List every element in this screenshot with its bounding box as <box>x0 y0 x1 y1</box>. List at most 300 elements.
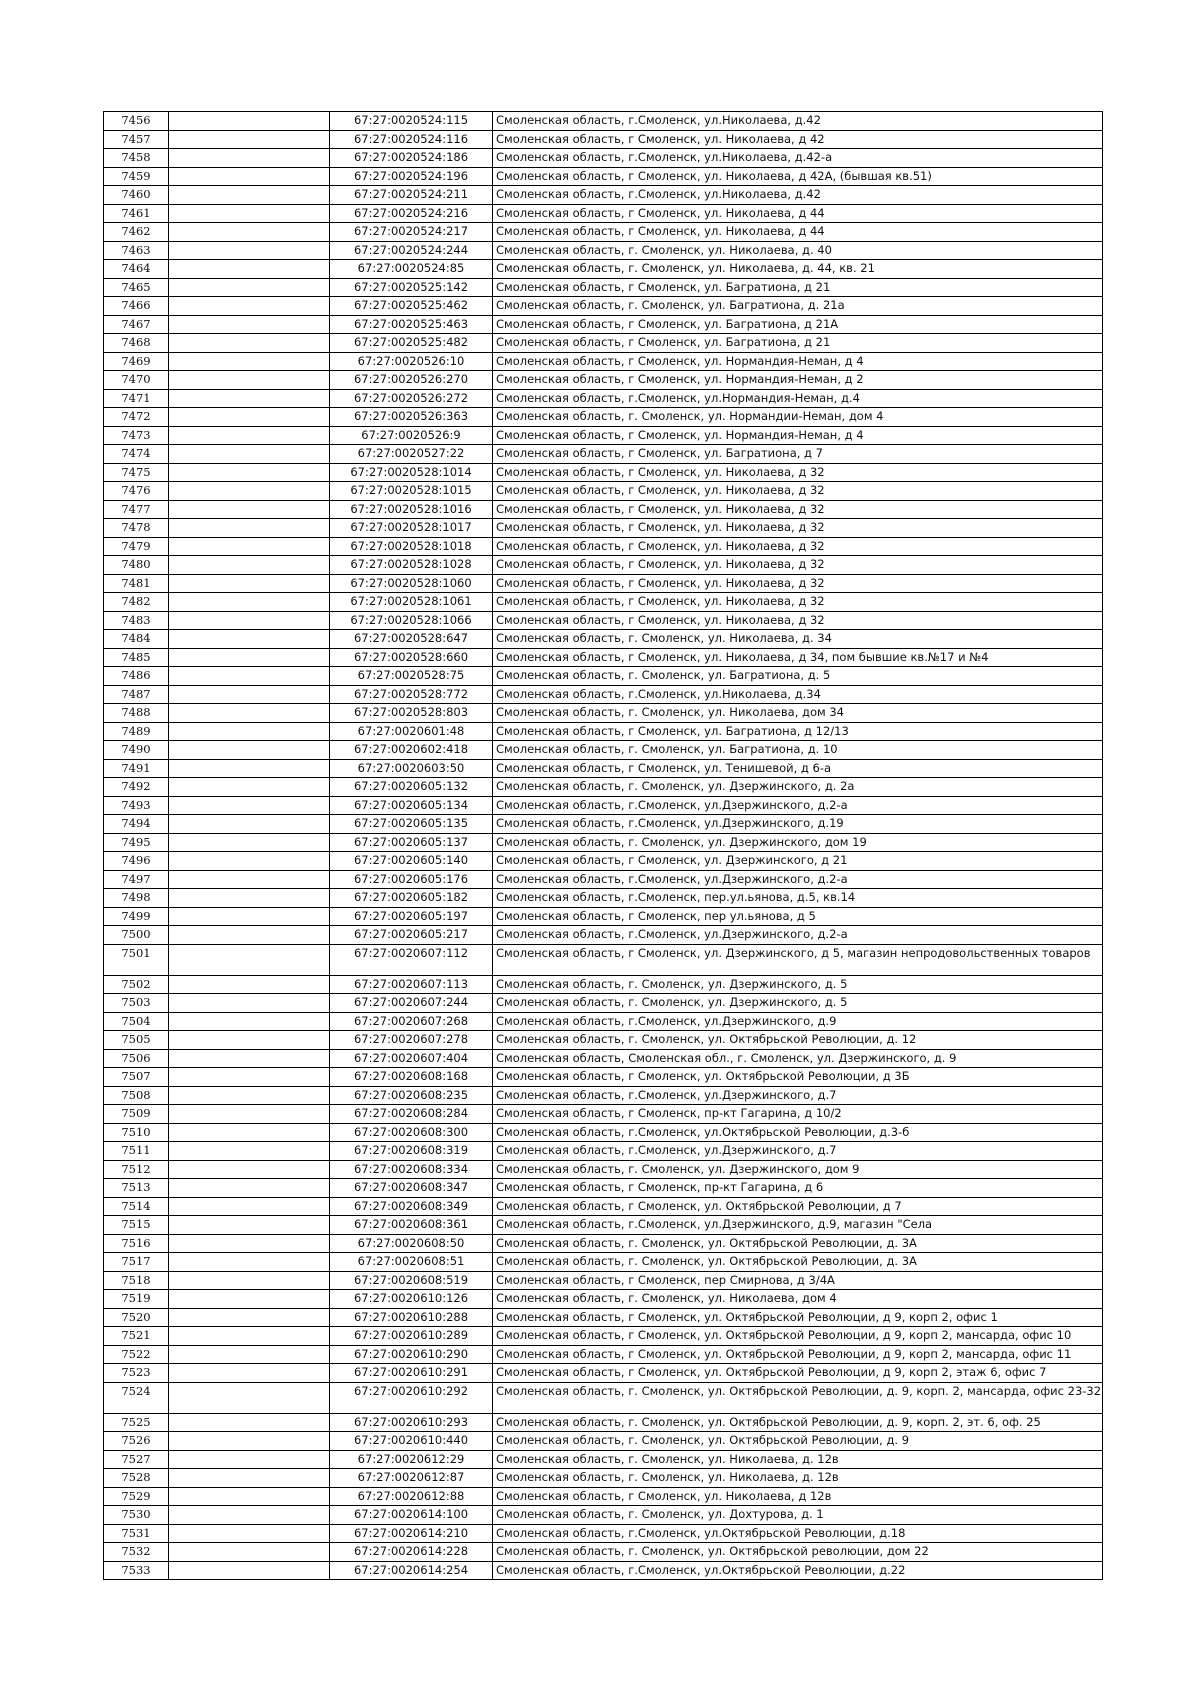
row-number-cell: 7493 <box>104 796 169 815</box>
cadastral-number-cell: 67:27:0020607:244 <box>330 994 493 1013</box>
table-row <box>104 1068 1103 1087</box>
address-cell: Смоленская область, г. Смоленск, ул. Октябрьской революции, дом 22 <box>493 1543 1103 1562</box>
row-number-cell: 7480 <box>104 556 169 575</box>
address-cell: Смоленская область, г.Смоленск, ул.Дзержинского, д.7 <box>493 1142 1103 1161</box>
table-row <box>104 278 1103 297</box>
row-number-cell: 7532 <box>104 1543 169 1562</box>
address-cell: Смоленская область, г Смоленск, ул. Багратиона, д 21А <box>493 315 1103 334</box>
table-row <box>104 1413 1103 1432</box>
table-row <box>104 778 1103 797</box>
address-cell: Смоленская область, г Смоленск, ул. Николаева, д 44 <box>493 204 1103 223</box>
row-number-cell: 7476 <box>104 482 169 501</box>
table-row <box>104 556 1103 575</box>
address-cell: Смоленская область, г. Смоленск, ул. Николаева, д. 12в <box>493 1469 1103 1488</box>
empty-cell <box>169 241 330 260</box>
row-number-cell: 7475 <box>104 463 169 482</box>
address-cell: Смоленская область, г Смоленск, ул. Николаева, д 32 <box>493 556 1103 575</box>
table-row <box>104 445 1103 464</box>
address-cell: Смоленская область, Смоленская обл., г. Смоленск, ул. Дзержинского, д. 9 <box>493 1049 1103 1068</box>
row-number-cell: 7499 <box>104 907 169 926</box>
cadastral-number-cell: 67:27:0020605:182 <box>330 889 493 908</box>
empty-cell <box>169 537 330 556</box>
address-cell: Смоленская область, г Смоленск, ул. Николаева, д 42 <box>493 130 1103 149</box>
cadastral-number-cell: 67:27:0020527:22 <box>330 445 493 464</box>
row-number-cell: 7479 <box>104 537 169 556</box>
address-cell: Смоленская область, г Смоленск, ул. Октябрьской Революции, д 9, корп 2, мансарда, офис 11 <box>493 1345 1103 1364</box>
cadastral-number-cell: 67:27:0020608:300 <box>330 1123 493 1142</box>
address-cell: Смоленская область, г Смоленск, ул. Октябрьской Революции, д 9, корп 2, офис 1 <box>493 1308 1103 1327</box>
empty-cell <box>169 593 330 612</box>
cadastral-number-cell: 67:27:0020528:1017 <box>330 519 493 538</box>
address-cell: Смоленская область, г.Смоленск, ул.Октябрьской Революции, д.3-б <box>493 1123 1103 1142</box>
address-cell: Смоленская область, г. Смоленск, ул. Николаева, дом 34 <box>493 704 1103 723</box>
empty-cell <box>169 870 330 889</box>
address-cell: Смоленская область, г.Смоленск, ул.Николаева, д.42 <box>493 186 1103 205</box>
cadastral-number-cell: 67:27:0020528:647 <box>330 630 493 649</box>
cadastral-number-cell: 67:27:0020524:217 <box>330 223 493 242</box>
table-row <box>104 1271 1103 1290</box>
cadastral-number-cell: 67:27:0020526:9 <box>330 426 493 445</box>
empty-cell <box>169 815 330 834</box>
address-cell: Смоленская область, г. Смоленск, ул. Октябрьской Революции, д. 3А <box>493 1234 1103 1253</box>
row-number-cell: 7530 <box>104 1506 169 1525</box>
empty-cell <box>169 1487 330 1506</box>
cadastral-number-cell: 67:27:0020524:216 <box>330 204 493 223</box>
cadastral-number-cell: 67:27:0020528:1014 <box>330 463 493 482</box>
address-cell: Смоленская область, г. Смоленск, ул. Октябрьской Революции, д. 12 <box>493 1031 1103 1050</box>
address-cell: Смоленская область, г. Смоленск, ул. Багратиона, д. 21а <box>493 297 1103 316</box>
registry-table-body <box>104 112 1103 1580</box>
row-number-cell: 7524 <box>104 1382 169 1413</box>
cadastral-number-cell: 67:27:0020610:292 <box>330 1382 493 1413</box>
registry-table <box>103 111 1103 1580</box>
empty-cell <box>169 1234 330 1253</box>
cadastral-number-cell: 67:27:0020528:1060 <box>330 574 493 593</box>
empty-cell <box>169 445 330 464</box>
row-number-cell: 7469 <box>104 352 169 371</box>
empty-cell <box>169 833 330 852</box>
cadastral-number-cell: 67:27:0020608:319 <box>330 1142 493 1161</box>
row-number-cell: 7527 <box>104 1450 169 1469</box>
row-number-cell: 7472 <box>104 408 169 427</box>
empty-cell <box>169 975 330 994</box>
cadastral-number-cell: 67:27:0020528:1016 <box>330 500 493 519</box>
cadastral-number-cell: 67:27:0020610:293 <box>330 1413 493 1432</box>
row-number-cell: 7494 <box>104 815 169 834</box>
table-row <box>104 426 1103 445</box>
cadastral-number-cell: 67:27:0020610:288 <box>330 1308 493 1327</box>
empty-cell <box>169 1142 330 1161</box>
empty-cell <box>169 944 330 975</box>
empty-cell <box>169 778 330 797</box>
table-row <box>104 1086 1103 1105</box>
empty-cell <box>169 1160 330 1179</box>
row-number-cell: 7467 <box>104 315 169 334</box>
empty-cell <box>169 1086 330 1105</box>
empty-cell <box>169 167 330 186</box>
address-cell: Смоленская область, г Смоленск, ул. Нормандия-Неман, д 4 <box>493 352 1103 371</box>
cadastral-number-cell: 67:27:0020528:1028 <box>330 556 493 575</box>
cadastral-number-cell: 67:27:0020607:113 <box>330 975 493 994</box>
row-number-cell: 7477 <box>104 500 169 519</box>
table-row <box>104 611 1103 630</box>
row-number-cell: 7491 <box>104 759 169 778</box>
table-row <box>104 1432 1103 1451</box>
empty-cell <box>169 482 330 501</box>
cadastral-number-cell: 67:27:0020605:134 <box>330 796 493 815</box>
cadastral-number-cell: 67:27:0020605:176 <box>330 870 493 889</box>
empty-cell <box>169 297 330 316</box>
table-row <box>104 1105 1103 1124</box>
address-cell: Смоленская область, г. Смоленск, ул. Багратиона, д. 5 <box>493 667 1103 686</box>
row-number-cell: 7465 <box>104 278 169 297</box>
address-cell: Смоленская область, г Смоленск, ул. Тенишевой, д 6-а <box>493 759 1103 778</box>
row-number-cell: 7514 <box>104 1197 169 1216</box>
cadastral-number-cell: 67:27:0020608:347 <box>330 1179 493 1198</box>
address-cell: Смоленская область, г Смоленск, ул. Николаева, д 32 <box>493 611 1103 630</box>
cadastral-number-cell: 67:27:0020614:100 <box>330 1506 493 1525</box>
row-number-cell: 7459 <box>104 167 169 186</box>
address-cell: Смоленская область, г. Смоленск, ул. Октябрьской Революции, д. 3А <box>493 1253 1103 1272</box>
empty-cell <box>169 463 330 482</box>
address-cell: Смоленская область, г. Смоленск, ул. Нормандии-Неман, дом 4 <box>493 408 1103 427</box>
cadastral-number-cell: 67:27:0020612:88 <box>330 1487 493 1506</box>
address-cell: Смоленская область, г.Смоленск, ул.Дзержинского, д.9, магазин "Села <box>493 1216 1103 1235</box>
row-number-cell: 7495 <box>104 833 169 852</box>
address-cell: Смоленская область, г Смоленск, пр-кт Гагарина, д 6 <box>493 1179 1103 1198</box>
row-number-cell: 7500 <box>104 926 169 945</box>
table-row <box>104 167 1103 186</box>
cadastral-number-cell: 67:27:0020525:142 <box>330 278 493 297</box>
empty-cell <box>169 223 330 242</box>
row-number-cell: 7512 <box>104 1160 169 1179</box>
row-number-cell: 7456 <box>104 112 169 131</box>
empty-cell <box>169 1271 330 1290</box>
cadastral-number-cell: 67:27:0020614:228 <box>330 1543 493 1562</box>
empty-cell <box>169 426 330 445</box>
row-number-cell: 7517 <box>104 1253 169 1272</box>
row-number-cell: 7496 <box>104 852 169 871</box>
table-row <box>104 574 1103 593</box>
table-row <box>104 889 1103 908</box>
cadastral-number-cell: 67:27:0020608:50 <box>330 1234 493 1253</box>
cadastral-number-cell: 67:27:0020524:186 <box>330 149 493 168</box>
row-number-cell: 7521 <box>104 1327 169 1346</box>
table-row <box>104 408 1103 427</box>
empty-cell <box>169 1290 330 1309</box>
empty-cell <box>169 889 330 908</box>
row-number-cell: 7489 <box>104 722 169 741</box>
address-cell: Смоленская область, г.Смоленск, ул.Нормандия-Неман, д.4 <box>493 389 1103 408</box>
cadastral-number-cell: 67:27:0020602:418 <box>330 741 493 760</box>
cadastral-number-cell: 67:27:0020608:519 <box>330 1271 493 1290</box>
table-row <box>104 389 1103 408</box>
address-cell: Смоленская область, г Смоленск, ул. Багратиона, д 21 <box>493 334 1103 353</box>
cadastral-number-cell: 67:27:0020607:404 <box>330 1049 493 1068</box>
table-row <box>104 1561 1103 1580</box>
table-row <box>104 907 1103 926</box>
cadastral-number-cell: 67:27:0020605:140 <box>330 852 493 871</box>
table-row <box>104 1253 1103 1272</box>
cadastral-number-cell: 67:27:0020524:244 <box>330 241 493 260</box>
empty-cell <box>169 500 330 519</box>
address-cell: Смоленская область, г. Смоленск, ул. Октябрьской Революции, д. 9, корп. 2, мансарда, офис 23-32 <box>493 1382 1103 1413</box>
address-cell: Смоленская область, г. Смоленск, ул. Октябрьской Революции, д. 9, корп. 2, эт. 6, оф. 25 <box>493 1413 1103 1432</box>
row-number-cell: 7492 <box>104 778 169 797</box>
cadastral-number-cell: 67:27:0020528:660 <box>330 648 493 667</box>
empty-cell <box>169 704 330 723</box>
address-cell: Смоленская область, г Смоленск, ул. Октябрьской Революции, д 7 <box>493 1197 1103 1216</box>
empty-cell <box>169 994 330 1013</box>
empty-cell <box>169 1308 330 1327</box>
table-row <box>104 630 1103 649</box>
empty-cell <box>169 1345 330 1364</box>
cadastral-number-cell: 67:27:0020605:135 <box>330 815 493 834</box>
cadastral-number-cell: 67:27:0020612:29 <box>330 1450 493 1469</box>
cadastral-number-cell: 67:27:0020603:50 <box>330 759 493 778</box>
address-cell: Смоленская область, г. Смоленск, ул. Николаева, д. 44, кв. 21 <box>493 260 1103 279</box>
address-cell: Смоленская область, г.Смоленск, ул.Дзержинского, д.2-а <box>493 870 1103 889</box>
address-cell: Смоленская область, г. Смоленск, ул. Николаева, д. 12в <box>493 1450 1103 1469</box>
table-row <box>104 1012 1103 1031</box>
row-number-cell: 7518 <box>104 1271 169 1290</box>
table-row <box>104 1524 1103 1543</box>
address-cell: Смоленская область, г Смоленск, ул. Николаева, д 34, пом бывшие кв.№17 и №4 <box>493 648 1103 667</box>
cadastral-number-cell: 67:27:0020610:290 <box>330 1345 493 1364</box>
address-cell: Смоленская область, г.Смоленск, пер.ул.ьянова, д.5, кв.14 <box>493 889 1103 908</box>
cadastral-number-cell: 67:27:0020610:291 <box>330 1364 493 1383</box>
row-number-cell: 7460 <box>104 186 169 205</box>
row-number-cell: 7523 <box>104 1364 169 1383</box>
address-cell: Смоленская область, г.Смоленск, ул.Октябрьской Революции, д.22 <box>493 1561 1103 1580</box>
empty-cell <box>169 1413 330 1432</box>
empty-cell <box>169 130 330 149</box>
row-number-cell: 7461 <box>104 204 169 223</box>
address-cell: Смоленская область, г.Смоленск, ул.Дзержинского, д.2-а <box>493 796 1103 815</box>
cadastral-number-cell: 67:27:0020610:126 <box>330 1290 493 1309</box>
cadastral-number-cell: 67:27:0020614:254 <box>330 1561 493 1580</box>
cadastral-number-cell: 67:27:0020525:463 <box>330 315 493 334</box>
address-cell: Смоленская область, г Смоленск, ул. Николаева, д 32 <box>493 463 1103 482</box>
table-row <box>104 741 1103 760</box>
row-number-cell: 7458 <box>104 149 169 168</box>
table-row <box>104 1506 1103 1525</box>
table-row <box>104 975 1103 994</box>
address-cell: Смоленская область, г.Смоленск, ул.Октябрьской Революции, д.18 <box>493 1524 1103 1543</box>
empty-cell <box>169 519 330 538</box>
table-row <box>104 149 1103 168</box>
row-number-cell: 7487 <box>104 685 169 704</box>
row-number-cell: 7529 <box>104 1487 169 1506</box>
cadastral-number-cell: 67:27:0020528:1018 <box>330 537 493 556</box>
table-row <box>104 186 1103 205</box>
empty-cell <box>169 685 330 704</box>
address-cell: Смоленская область, г Смоленск, ул. Николаева, д 12в <box>493 1487 1103 1506</box>
address-cell: Смоленская область, г Смоленск, ул. Багратиона, д 7 <box>493 445 1103 464</box>
row-number-cell: 7509 <box>104 1105 169 1124</box>
row-number-cell: 7497 <box>104 870 169 889</box>
table-row <box>104 1308 1103 1327</box>
empty-cell <box>169 1123 330 1142</box>
table-row <box>104 130 1103 149</box>
cadastral-number-cell: 67:27:0020524:211 <box>330 186 493 205</box>
cadastral-number-cell: 67:27:0020528:75 <box>330 667 493 686</box>
empty-cell <box>169 260 330 279</box>
address-cell: Смоленская область, г. Смоленск, ул. Николаева, д. 34 <box>493 630 1103 649</box>
table-row <box>104 1487 1103 1506</box>
cadastral-number-cell: 67:27:0020526:272 <box>330 389 493 408</box>
row-number-cell: 7486 <box>104 667 169 686</box>
table-row <box>104 815 1103 834</box>
empty-cell <box>169 796 330 815</box>
row-number-cell: 7485 <box>104 648 169 667</box>
empty-cell <box>169 759 330 778</box>
address-cell: Смоленская область, г Смоленск, пер ул.ьянова, д 5 <box>493 907 1103 926</box>
address-cell: Смоленская область, г Смоленск, пер Смирнова, д 3/4А <box>493 1271 1103 1290</box>
empty-cell <box>169 1197 330 1216</box>
row-number-cell: 7503 <box>104 994 169 1013</box>
table-row <box>104 1197 1103 1216</box>
empty-cell <box>169 389 330 408</box>
table-row <box>104 667 1103 686</box>
empty-cell <box>169 556 330 575</box>
row-number-cell: 7464 <box>104 260 169 279</box>
table-row <box>104 204 1103 223</box>
empty-cell <box>169 1179 330 1198</box>
table-row <box>104 796 1103 815</box>
row-number-cell: 7488 <box>104 704 169 723</box>
row-number-cell: 7526 <box>104 1432 169 1451</box>
row-number-cell: 7505 <box>104 1031 169 1050</box>
table-row <box>104 334 1103 353</box>
table-row <box>104 1469 1103 1488</box>
table-row <box>104 1327 1103 1346</box>
cadastral-number-cell: 67:27:0020605:137 <box>330 833 493 852</box>
empty-cell <box>169 1068 330 1087</box>
cadastral-number-cell: 67:27:0020524:196 <box>330 167 493 186</box>
row-number-cell: 7508 <box>104 1086 169 1105</box>
row-number-cell: 7513 <box>104 1179 169 1198</box>
address-cell: Смоленская область, г.Смоленск, ул.Дзержинского, д.2-а <box>493 926 1103 945</box>
empty-cell <box>169 722 330 741</box>
row-number-cell: 7463 <box>104 241 169 260</box>
cadastral-number-cell: 67:27:0020607:278 <box>330 1031 493 1050</box>
empty-cell <box>169 371 330 390</box>
address-cell: Смоленская область, г Смоленск, ул. Николаева, д 32 <box>493 500 1103 519</box>
address-cell: Смоленская область, г. Смоленск, ул. Дзержинского, дом 9 <box>493 1160 1103 1179</box>
row-number-cell: 7470 <box>104 371 169 390</box>
cadastral-number-cell: 67:27:0020528:803 <box>330 704 493 723</box>
address-cell: Смоленская область, г Смоленск, ул. Багратиона, д 21 <box>493 278 1103 297</box>
row-number-cell: 7457 <box>104 130 169 149</box>
address-cell: Смоленская область, г Смоленск, ул. Николаева, д 42А, (бывшая кв.51) <box>493 167 1103 186</box>
empty-cell <box>169 907 330 926</box>
row-number-cell: 7519 <box>104 1290 169 1309</box>
table-row <box>104 1142 1103 1161</box>
table-row <box>104 704 1103 723</box>
row-number-cell: 7468 <box>104 334 169 353</box>
address-cell: Смоленская область, г. Смоленск, ул. Дзержинского, дом 19 <box>493 833 1103 852</box>
table-row <box>104 241 1103 260</box>
cadastral-number-cell: 67:27:0020601:48 <box>330 722 493 741</box>
empty-cell <box>169 741 330 760</box>
empty-cell <box>169 1432 330 1451</box>
empty-cell <box>169 1327 330 1346</box>
empty-cell <box>169 204 330 223</box>
cadastral-number-cell: 67:27:0020526:363 <box>330 408 493 427</box>
cadastral-number-cell: 67:27:0020524:85 <box>330 260 493 279</box>
cadastral-number-cell: 67:27:0020607:112 <box>330 944 493 975</box>
address-cell: Смоленская область, г Смоленск, ул. Николаева, д 32 <box>493 482 1103 501</box>
empty-cell <box>169 1524 330 1543</box>
empty-cell <box>169 574 330 593</box>
empty-cell <box>169 1049 330 1068</box>
row-number-cell: 7478 <box>104 519 169 538</box>
cadastral-number-cell: 67:27:0020528:1066 <box>330 611 493 630</box>
table-row <box>104 593 1103 612</box>
table-row <box>104 833 1103 852</box>
cadastral-number-cell: 67:27:0020610:440 <box>330 1432 493 1451</box>
address-cell: Смоленская область, г. Смоленск, ул. Николаева, д. 40 <box>493 241 1103 260</box>
table-row <box>104 870 1103 889</box>
row-number-cell: 7522 <box>104 1345 169 1364</box>
table-row <box>104 1123 1103 1142</box>
row-number-cell: 7482 <box>104 593 169 612</box>
empty-cell <box>169 1450 330 1469</box>
empty-cell <box>169 1364 330 1383</box>
cadastral-number-cell: 67:27:0020608:334 <box>330 1160 493 1179</box>
row-number-cell: 7474 <box>104 445 169 464</box>
table-row <box>104 260 1103 279</box>
row-number-cell: 7481 <box>104 574 169 593</box>
cadastral-number-cell: 67:27:0020525:482 <box>330 334 493 353</box>
cadastral-number-cell: 67:27:0020524:116 <box>330 130 493 149</box>
address-cell: Смоленская область, г Смоленск, ул. Октябрьской Революции, д 3Б <box>493 1068 1103 1087</box>
table-row <box>104 685 1103 704</box>
table-row <box>104 722 1103 741</box>
row-number-cell: 7504 <box>104 1012 169 1031</box>
row-number-cell: 7473 <box>104 426 169 445</box>
table-row <box>104 500 1103 519</box>
table-row <box>104 352 1103 371</box>
address-cell: Смоленская область, г Смоленск, ул. Дзержинского, д 5, магазин непродовольственных товаров <box>493 944 1103 975</box>
address-cell: Смоленская область, г Смоленск, пр-кт Гагарина, д 10/2 <box>493 1105 1103 1124</box>
table-row <box>104 223 1103 242</box>
cadastral-number-cell: 67:27:0020608:349 <box>330 1197 493 1216</box>
empty-cell <box>169 1469 330 1488</box>
empty-cell <box>169 611 330 630</box>
address-cell: Смоленская область, г Смоленск, ул. Нормандия-Неман, д 4 <box>493 426 1103 445</box>
cadastral-number-cell: 67:27:0020608:284 <box>330 1105 493 1124</box>
cadastral-number-cell: 67:27:0020607:268 <box>330 1012 493 1031</box>
empty-cell <box>169 1253 330 1272</box>
row-number-cell: 7520 <box>104 1308 169 1327</box>
cadastral-number-cell: 67:27:0020610:289 <box>330 1327 493 1346</box>
empty-cell <box>169 408 330 427</box>
empty-cell <box>169 648 330 667</box>
empty-cell <box>169 667 330 686</box>
empty-cell <box>169 186 330 205</box>
address-cell: Смоленская область, г Смоленск, ул. Николаева, д 32 <box>493 593 1103 612</box>
address-cell: Смоленская область, г.Смоленск, ул.Николаева, д.42 <box>493 112 1103 131</box>
empty-cell <box>169 630 330 649</box>
row-number-cell: 7466 <box>104 297 169 316</box>
empty-cell <box>169 852 330 871</box>
address-cell: Смоленская область, г Смоленск, ул. Октябрьской Революции, д 9, корп 2, мансарда, офис 10 <box>493 1327 1103 1346</box>
address-cell: Смоленская область, г.Смоленск, ул.Николаева, д.42-а <box>493 149 1103 168</box>
table-row <box>104 759 1103 778</box>
table-row <box>104 463 1103 482</box>
